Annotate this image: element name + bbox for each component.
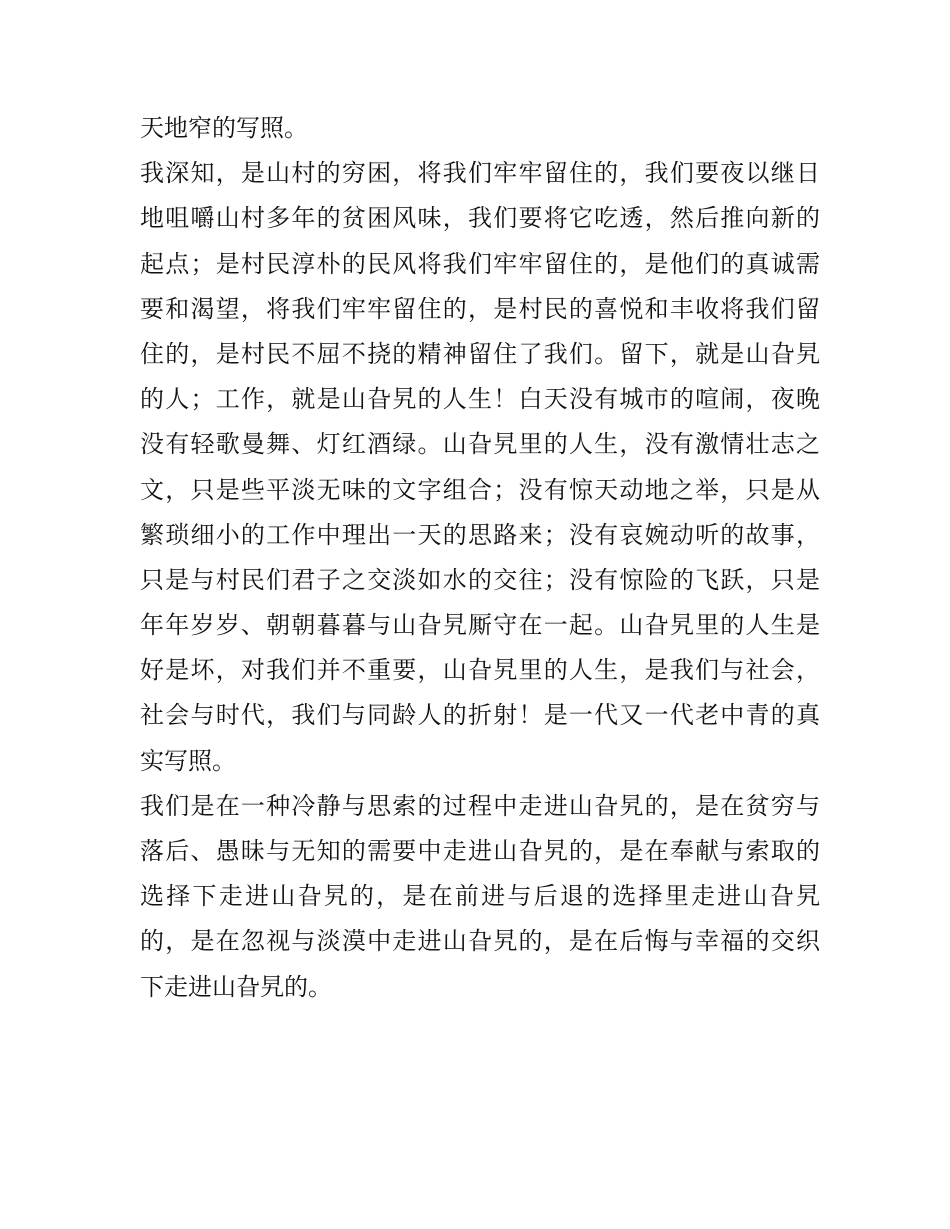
text-line: 实写照。: [140, 746, 236, 775]
text-line: 我深知，是山村的穷困，将我们牢牢留住的，我们要夜以继日: [140, 159, 820, 188]
text-line: 好是坏，对我们并不重要，山旮旯里的人生，是我们与社会，: [140, 656, 820, 685]
text-line: 落后、愚昧与无知的需要中走进山旮旯的，是在奉献与索取的: [140, 837, 820, 865]
text-line: 天地窄的写照。: [140, 114, 308, 142]
text-line: 的，是在忽视与淡漠中走进山旮旯的，是在后悔与幸福的交织: [140, 927, 820, 956]
text-line: 下走进山旮旯的。: [140, 972, 332, 1001]
text-line: 我们是在一种冷静与思索的过程中走进山旮旯的，是在贫穷与: [140, 791, 820, 820]
text-line: 没有轻歌曼舞、灯红酒绿。山旮旯里的人生，没有激情壮志之: [140, 430, 820, 459]
text-line: 只是与村民们君子之交淡如水的交往；没有惊险的飞跃，只是: [140, 565, 820, 594]
text-line: 要和渴望，将我们牢牢留住的，是村民的喜悦和丰收将我们留: [140, 294, 820, 323]
text-line: 地咀嚼山村多年的贫困风味，我们要将它吃透，然后推向新的: [140, 204, 820, 233]
text-line: 文，只是些平淡无味的文字组合；没有惊天动地之举，只是从: [140, 475, 820, 504]
text-line: 繁琐细小的工作中理出一天的思路来；没有哀婉动听的故事，: [140, 520, 820, 549]
text-line: 的人；工作，就是山旮旯的人生！白天没有城市的喧闹，夜晚: [140, 385, 820, 414]
text-line: 年年岁岁、朝朝暮暮与山旮旯厮守在一起。山旮旯里的人生是: [140, 611, 820, 640]
text-line: 选择下走进山旮旯的，是在前进与后退的选择里走进山旮旯: [140, 882, 820, 911]
text-line: 社会与时代，我们与同龄人的折射！是一代又一代老中青的真: [140, 701, 820, 730]
text-line: 住的，是村民不屈不挠的精神留住了我们。留下，就是山旮旯: [140, 339, 820, 368]
body-text: [140, 106, 820, 1010]
text-line: 起点；是村民淳朴的民风将我们牢牢留住的，是他们的真诚需: [140, 249, 820, 278]
